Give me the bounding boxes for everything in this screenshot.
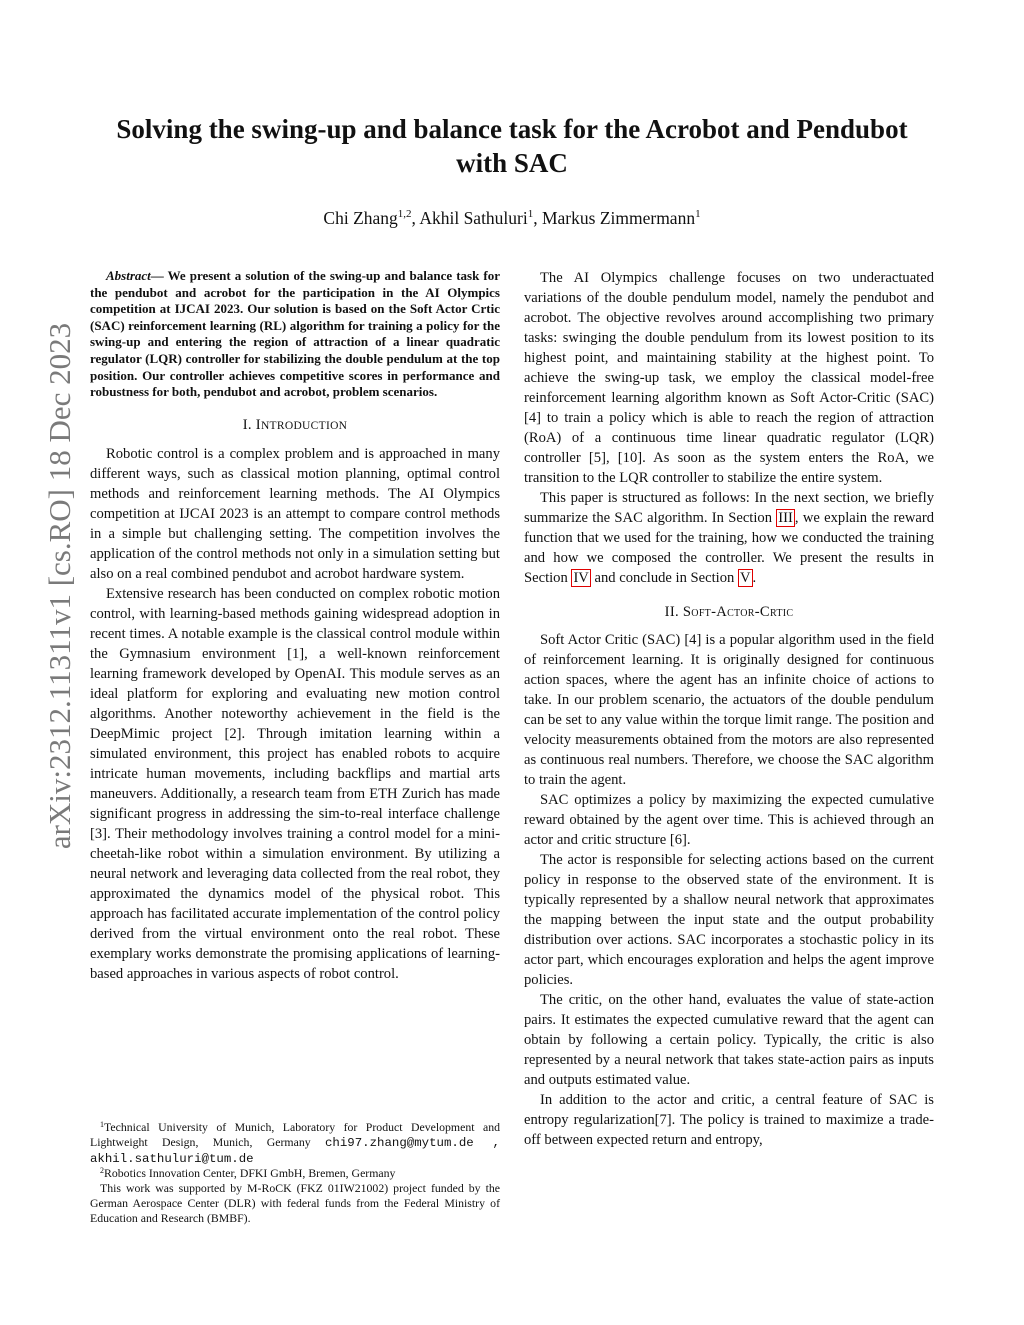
right-column (524, 268, 934, 1150)
paragraph: Extensive research has been conducted on complex robotic motion control, with learning-based methods gaining widespread adoption in recent times. A notable example is the classical control module within the Gymnasium environment [1], a well-known reinforcement learning framework developed by OpenAI. This module serves as an ideal platform for exploring and evaluating new motion control algorithms. Another noteworthy achievement in the field is the DeepMimic project [2]. Through imitation learning within a simulated environment, this project has enabled robots to acquire intricate human movements, including backflips and martial arts maneuvers. Additionally, a research team from ETH Zurich has made significant progress in addressing the sim-to-real interface challenge [3]. Their methodology involves training a control model for a mini-cheetah-like robot within a simulation environment. By utilizing a neural network and leveraging data collected from the real robot, they approximated the dynamics model of the physical robot. This approach has facilitated accurate implementation of the control policy derived from the virtual environment onto the real robot. These exemplary works demonstrate the promising applications of learning-based approaches in various aspects of robot control. (90, 585, 500, 982)
footnotes (90, 1120, 500, 1226)
affiliation-marker: 1 (695, 208, 701, 220)
left-column (90, 268, 500, 984)
arxiv-stamp: arXiv:2312.11311v1 [cs.RO] 18 Dec 2023 (42, 322, 77, 850)
section-heading-introduction: I. INTRODUCTION (242, 416, 348, 433)
author-list: Chi Zhang$^{1,2}$, Akhil Sathuluri$^1$, Markus Zimmermann$^1$ (323, 208, 701, 228)
paragraph: The AI Olympics challenge focuses on two underactuated variations of the double pendulum model, namely the pendubot and acrobot. The objective revolves around accomplishing two primary tasks: swinging the double pendulum from its lowest position to its highest point, and maintaining stability at the highest point. To achieve the swing-up task, we employ the classical model-free reinforcement learning algorithm known as Soft Actor-Critic (SAC) [4] to train a policy which is able to reach the region of attraction (RoA) of a continuous time linear quadratic regulator (LQR) controller [5], [10]. As soon as the system enters the RoA, we transition to the LQR controller to stabilize the entire system. (524, 270, 934, 486)
paragraph: This paper is structured as follows: In the next section, we briefly summarize the SAC algorithm. In Section III , we explain the reward function that we used for the training, how we conducted the training and how we composed the controller. We present the results in Section IV and conclude in Section V . (524, 490, 934, 586)
paragraph: The critic, on the other hand, evaluates the value of state-action pairs. It estimates the expected cumulative reward that the agent can obtain by following a certain policy. Typically, the critic is also represented by a neural network that takes state-action pairs as inputs and outputs estimated value. (524, 992, 934, 1088)
abstract-text: We present a solution of the swing-up and balance task for the pendubot and acrobot for the participation in the AI Olympics competition at IJCAI 2023. Our solution is based on the Soft Actor Crtic (SAC) reinforcement learning (RL) algorithm for training a policy for the swing-up and entering the region of attraction of a linear quadratic regulator (LQR) controller for stabilizing the double pendulum at the top position. Our controller achieves competitive scores in performance and robustness for both, pendubot and acrobot, problem scenarios. (90, 268, 500, 400)
abstract: Abstract— We present a solution of the swing-up and balance task for the pendubot and acrobot for the participation in the AI Olympics competition at IJCAI 2023. Our solution is based on the Soft Actor Crtic (SAC) reinforcement learning (RL) algorithm for training a policy for the swing-up and entering the region of attraction of a linear quadratic regulator (LQR) controller for stabilizing the double pendulum at the top position. Our controller achieves competitive scores in performance and robustness for both, pendubot and acrobot, problem scenarios. (90, 268, 500, 400)
paragraph: Soft Actor Critic (SAC) [4] is a popular algorithm used in the field of reinforcement learning. It is originally designed for continuous action spaces, where the agent has an infinite choice of actions to take. In our problem scenario, the actuators of the double pendulum can be set to any value within the torque limit range. The position and velocity measurements obtained from the motors are also represented as continuous real numbers. Therefore, we choose the SAC algorithm to train the agent. (524, 632, 934, 788)
author-name: Markus Zimmermann (541, 208, 696, 228)
email-addresses: chi97.zhang@mytum.de , akhil.sathuluri@tum.de (90, 1135, 500, 1166)
paragraph: SAC optimizes a policy by maximizing the expected cumulative reward obtained by the agent over time. This is achieved through an actor and critic structure [6]. (524, 792, 934, 848)
paragraph: The actor is responsible for selecting actions based on the current policy in response to the observed state of the environment. It is typically represented by a shallow neural network that approximates the mapping between the input state and the output probability distribution over actions. SAC incorporates a stochastic policy in its actor part, which encourages exploration and helps the agent improve policies. (524, 852, 934, 988)
paragraph: In addition to the actor and critic, a central feature of SAC is entropy regularization[7]. The policy is trained to maximize a trade-off between expected return and entropy, (524, 1092, 934, 1148)
section-link-iii[interactable]: III (778, 510, 793, 526)
affiliation-marker: 1,2 (397, 208, 412, 220)
footnote-affiliation-1: $^1$Technical University of Munich, Laboratory for Product Development and Lightweight Design, Munich, Germany chi97.zhang@mytum.de , akhil.sathuluri@tum.de (90, 1120, 500, 1166)
section-link-iv[interactable]: IV (573, 570, 589, 586)
section-link-v[interactable]: V (739, 570, 751, 586)
abstract-label: Abstract (106, 268, 151, 283)
affiliation-marker: 1 (527, 208, 534, 220)
footnote-funding: This work was supported by M-RoCK (FKZ 01IW21002) project funded by the German Aerospace Center (DLR) with federal funds from the Federal Ministry of Education and Research (BMBF). (90, 1181, 500, 1225)
author-name: Akhil Sathuluri (419, 208, 528, 228)
paragraph: Robotic control is a complex problem and is approached in many different ways, such as classical motion planning, optimal control methods and reinforcement learning methods. The AI Olympics competition at IJCAI 2023 is an attempt to compare control methods in a simple but challenging setting. The competition involves the application of the control methods not only in a simulation setting but also on a real combined pendubot and acrobot hardware system. (90, 445, 500, 582)
paper-title: Solving the swing-up and balance task for the Acrobot and Pendubot with SAC (116, 114, 908, 178)
author-name: Chi Zhang (323, 208, 398, 228)
section-heading-sac: II. Soft-Actor-Crtic (664, 604, 794, 620)
footnote-affiliation-2: $^2$Robotics Innovation Center, DFKI GmbH, Bremen, Germany (100, 1166, 396, 1181)
